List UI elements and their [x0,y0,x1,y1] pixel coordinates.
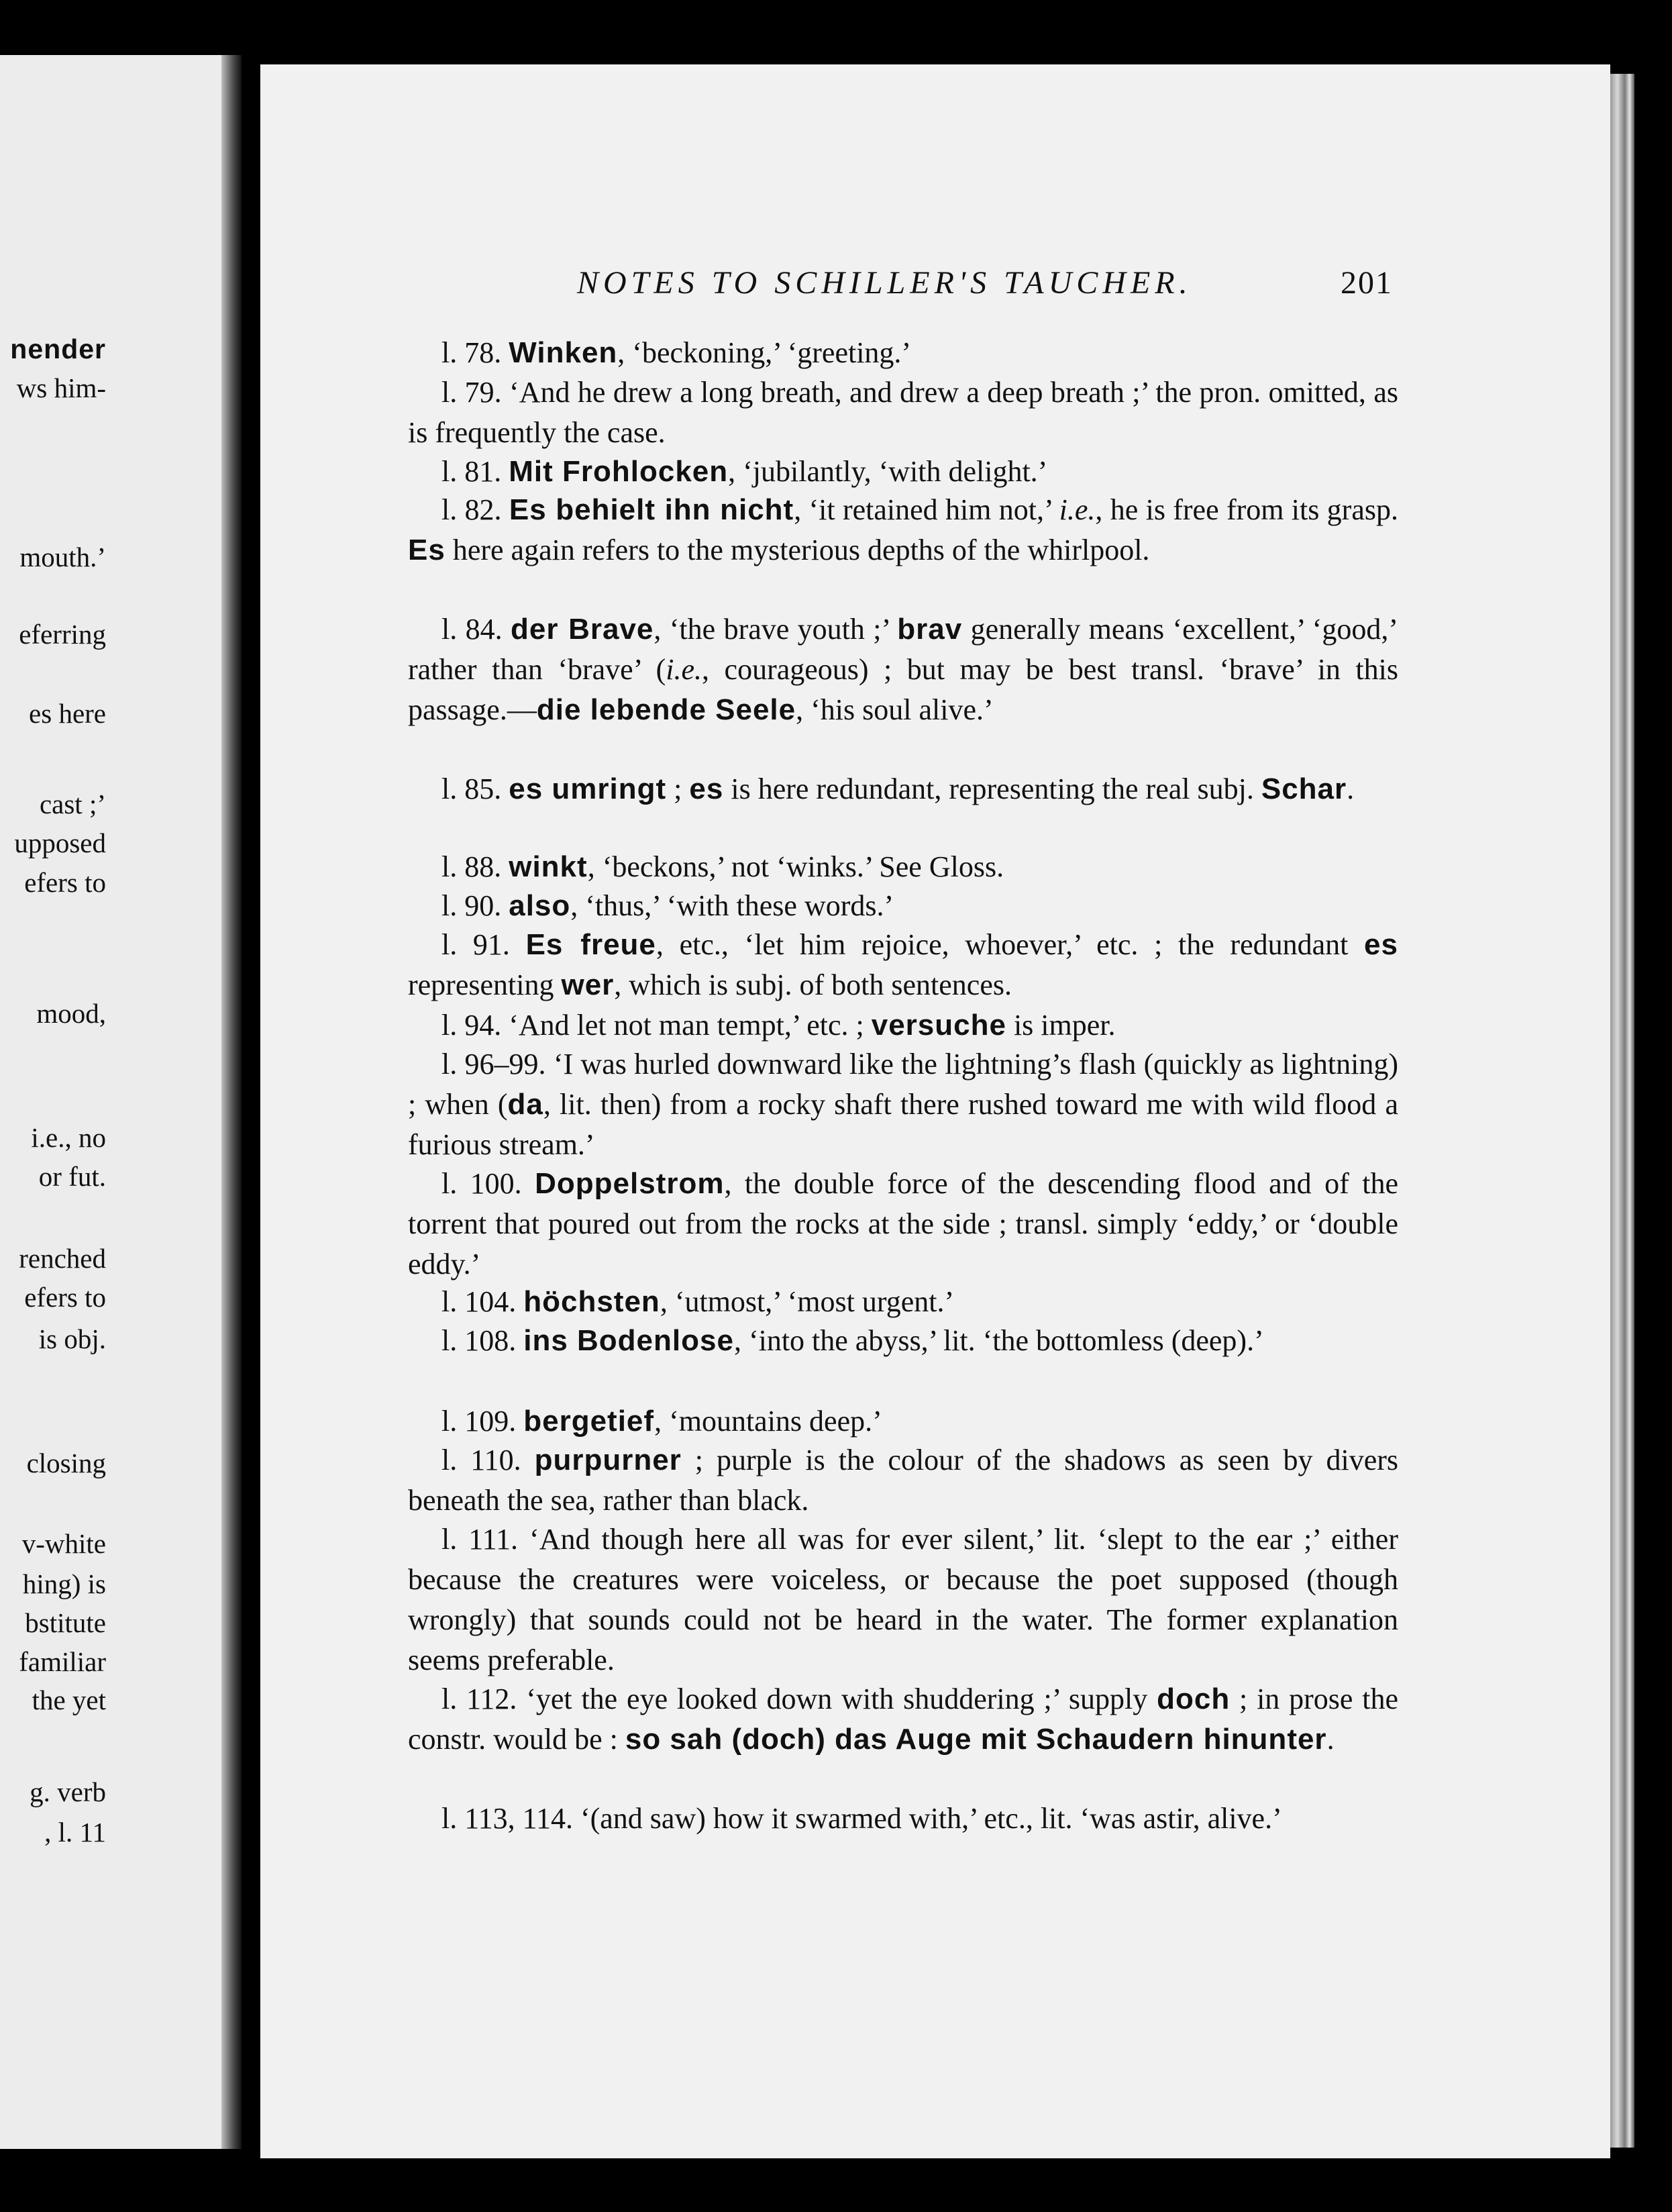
note-text: l. 94. ‘And let not man tempt,’ etc. ; [441,1009,872,1042]
note-entry [408,1679,1398,1760]
note-headword: Schar [1261,772,1347,805]
note-headword: Es [408,534,446,566]
prev-page-fragment: bstitute [25,1607,106,1638]
prev-page-fragment: renched [19,1243,106,1274]
prev-page-fragment: v-white [21,1528,106,1559]
note-entry [408,886,1398,926]
note-text: l. 104. [441,1285,524,1318]
note-headword: die lebende Seele [536,693,796,726]
note-text: . [1347,772,1355,805]
note-entry [408,1401,1398,1442]
note-entry [408,1440,1398,1521]
page-number: 201 [1341,265,1393,301]
note-text: . [1326,1723,1335,1756]
note-text: , ‘the brave youth ;’ [654,613,898,646]
previous-page [0,55,233,2149]
note-text: , ‘jubilantly, ‘with delight.’ [728,455,1048,488]
note-text: l. 96–99. ‘I was hurled downward like the lightning’s flash (quickly as lightning) ; when ( [408,1048,1398,1121]
note-text: ; [666,772,690,805]
prev-page-fragment: i.e., no [31,1122,106,1153]
prev-page-fragment: familiar [19,1646,106,1677]
note-text: representing [408,968,562,1001]
note-text: l. 113, 114. ‘(and saw) how it swarmed with,’ etc., lit. ‘was astir, alive.’ [441,1802,1282,1835]
note-text: , lit. then) from a rocky shaft there rushed toward me with wild flood a furious stream.’ [408,1088,1398,1161]
note-headword: es [1364,928,1398,961]
note-text: l. 111. ‘And though here all was for ever silent,’ lit. ‘slept to the ear ;’ either because the creatures were voiceless, or because the poet supposed (though wrongly) that sounds could not be heard in the water. The former explanation seems preferable. [408,1523,1398,1676]
prev-page-fragment: g. verb [30,1776,106,1807]
note-text: l. 100. [441,1167,535,1200]
note-italic-text: i.e. [666,653,702,686]
note-entry [408,1282,1398,1322]
note-headword: versuche [871,1009,1006,1042]
note-headword: bergetief [523,1405,655,1438]
note-text: l. 84. [441,613,511,646]
note-text: ; in prose the constr. would be : [408,1682,1398,1756]
running-head: NOTES TO SCHILLER'S TAUCHER. [577,265,1192,301]
note-entry [408,490,1398,570]
note-italic-text: i.e. [1059,493,1096,526]
note-headword: Es behielt ihn nicht [509,493,794,526]
note-text: l. 110. [441,1444,535,1476]
note-text: , ‘mountains deep.’ [654,1405,882,1438]
note-entry [408,333,1398,373]
note-text: l. 108. [441,1324,524,1357]
note-text: , ‘his soul alive.’ [796,693,994,726]
note-text: l. 88. [441,850,509,883]
note-entry [408,1164,1398,1285]
note-text: , ‘thus,’ ‘with these words.’ [570,889,894,922]
note-headword: ins Bodenlose [523,1324,734,1357]
note-text: is imper. [1006,1009,1116,1042]
note-headword: es [689,772,724,805]
note-text: l. 91. [441,928,526,961]
prev-page-fragment: mood, [36,998,106,1029]
note-text: , ‘into the abyss,’ lit. ‘the bottomless (deep).’ [733,1324,1264,1357]
prev-page-fragment: efers to [24,867,106,898]
prev-page-fragment: hing) is [22,1568,106,1599]
prev-page-fragment: closing [26,1448,106,1478]
note-text: , ‘beckons,’ not ‘winks.’ See Gloss. [587,850,1004,883]
note-headword: Winken [509,336,618,369]
note-text: , ‘it retained him not,’ [794,493,1059,526]
note-text: , etc., ‘let him rejoice, whoever,’ etc. ; the redundant [656,928,1365,961]
page-gutter [221,55,242,2149]
note-entry [408,769,1398,809]
note-entry [408,1005,1398,1046]
note-headword: also [509,889,571,922]
prev-page-fragment: , l. 11 [44,1817,106,1848]
note-entry [408,372,1398,453]
note-text: , the double force of the descending flood and of the torrent that poured out from the rocks at the side ; transl. simply ‘eddy,’ or ‘double eddy.’ [408,1167,1398,1280]
note-text: , which is subj. of both sentences. [614,968,1012,1001]
prev-page-fragment: ws him- [16,372,106,403]
note-headword: winkt [509,850,588,883]
note-entry [408,609,1398,730]
note-headword: Es freue [525,928,656,961]
note-text: l. 78. [441,336,509,369]
note-text: , ‘utmost,’ ‘most urgent.’ [660,1285,955,1318]
note-headword: doch [1157,1682,1231,1715]
note-entry [408,925,1398,1005]
note-entry [408,1044,1398,1165]
note-headword: so sah (doch) das Auge mit Schaudern hinunter [625,1723,1327,1756]
note-text: l. 112. ‘yet the eye looked down with shuddering ;’ supply [441,1682,1157,1715]
note-entry [408,1321,1398,1361]
note-headword: es umringt [509,772,667,805]
note-headword: da [507,1088,543,1121]
note-entry [408,1799,1398,1839]
note-headword: wer [561,968,615,1001]
note-text: l. 109. [441,1405,524,1438]
note-text: l. 79. ‘And he drew a long breath, and drew a deep breath ;’ the pron. omitted, as is frequently the case. [408,376,1398,449]
note-headword: Doppelstrom [535,1167,725,1200]
prev-page-fragment: is obj. [38,1323,106,1354]
note-entry [408,1519,1398,1680]
prev-page-fragment: eferring [19,619,106,650]
prev-page-fragment: nender [10,334,106,364]
note-text: here again refers to the mysterious depths of the whirlpool. [445,534,1150,566]
note-headword: der Brave [511,613,654,646]
prev-page-fragment: es here [29,698,106,729]
note-text: generally means ‘excellent,’ ‘good,’ rather than ‘brave’ ( [408,613,1398,686]
prev-page-fragment: cast ;’ [39,789,106,819]
prev-page-fragment: upposed [14,827,106,858]
note-text: l. 85. [441,772,509,805]
note-headword: brav [897,613,963,646]
note-text: , ‘beckoning,’ ‘greeting.’ [617,336,912,369]
page-edge [1610,74,1634,2148]
note-entry [408,847,1398,887]
note-text: l. 82. [441,493,509,526]
note-text: ; purple is the colour of the shadows as seen by divers beneath the sea, rather than black. [408,1444,1399,1517]
note-text: l. 81. [441,455,509,488]
prev-page-fragment: the yet [32,1685,106,1715]
prev-page-fragment: mouth.’ [19,542,106,572]
note-headword: höchsten [523,1285,660,1318]
prev-page-fragment: or fut. [38,1161,106,1192]
note-entry [408,452,1398,492]
note-text: , he is free from its grasp. [1095,493,1398,526]
prev-page-fragment: efers to [24,1282,106,1313]
note-headword: purpurner [534,1444,682,1476]
note-text: l. 90. [441,889,509,922]
note-text: is here redundant, representing the real subj. [723,772,1261,805]
note-headword: Mit Frohlocken [509,455,729,488]
note-text: , courageous) ; but may be best transl. ‘brave’ in this passage.— [408,653,1398,726]
